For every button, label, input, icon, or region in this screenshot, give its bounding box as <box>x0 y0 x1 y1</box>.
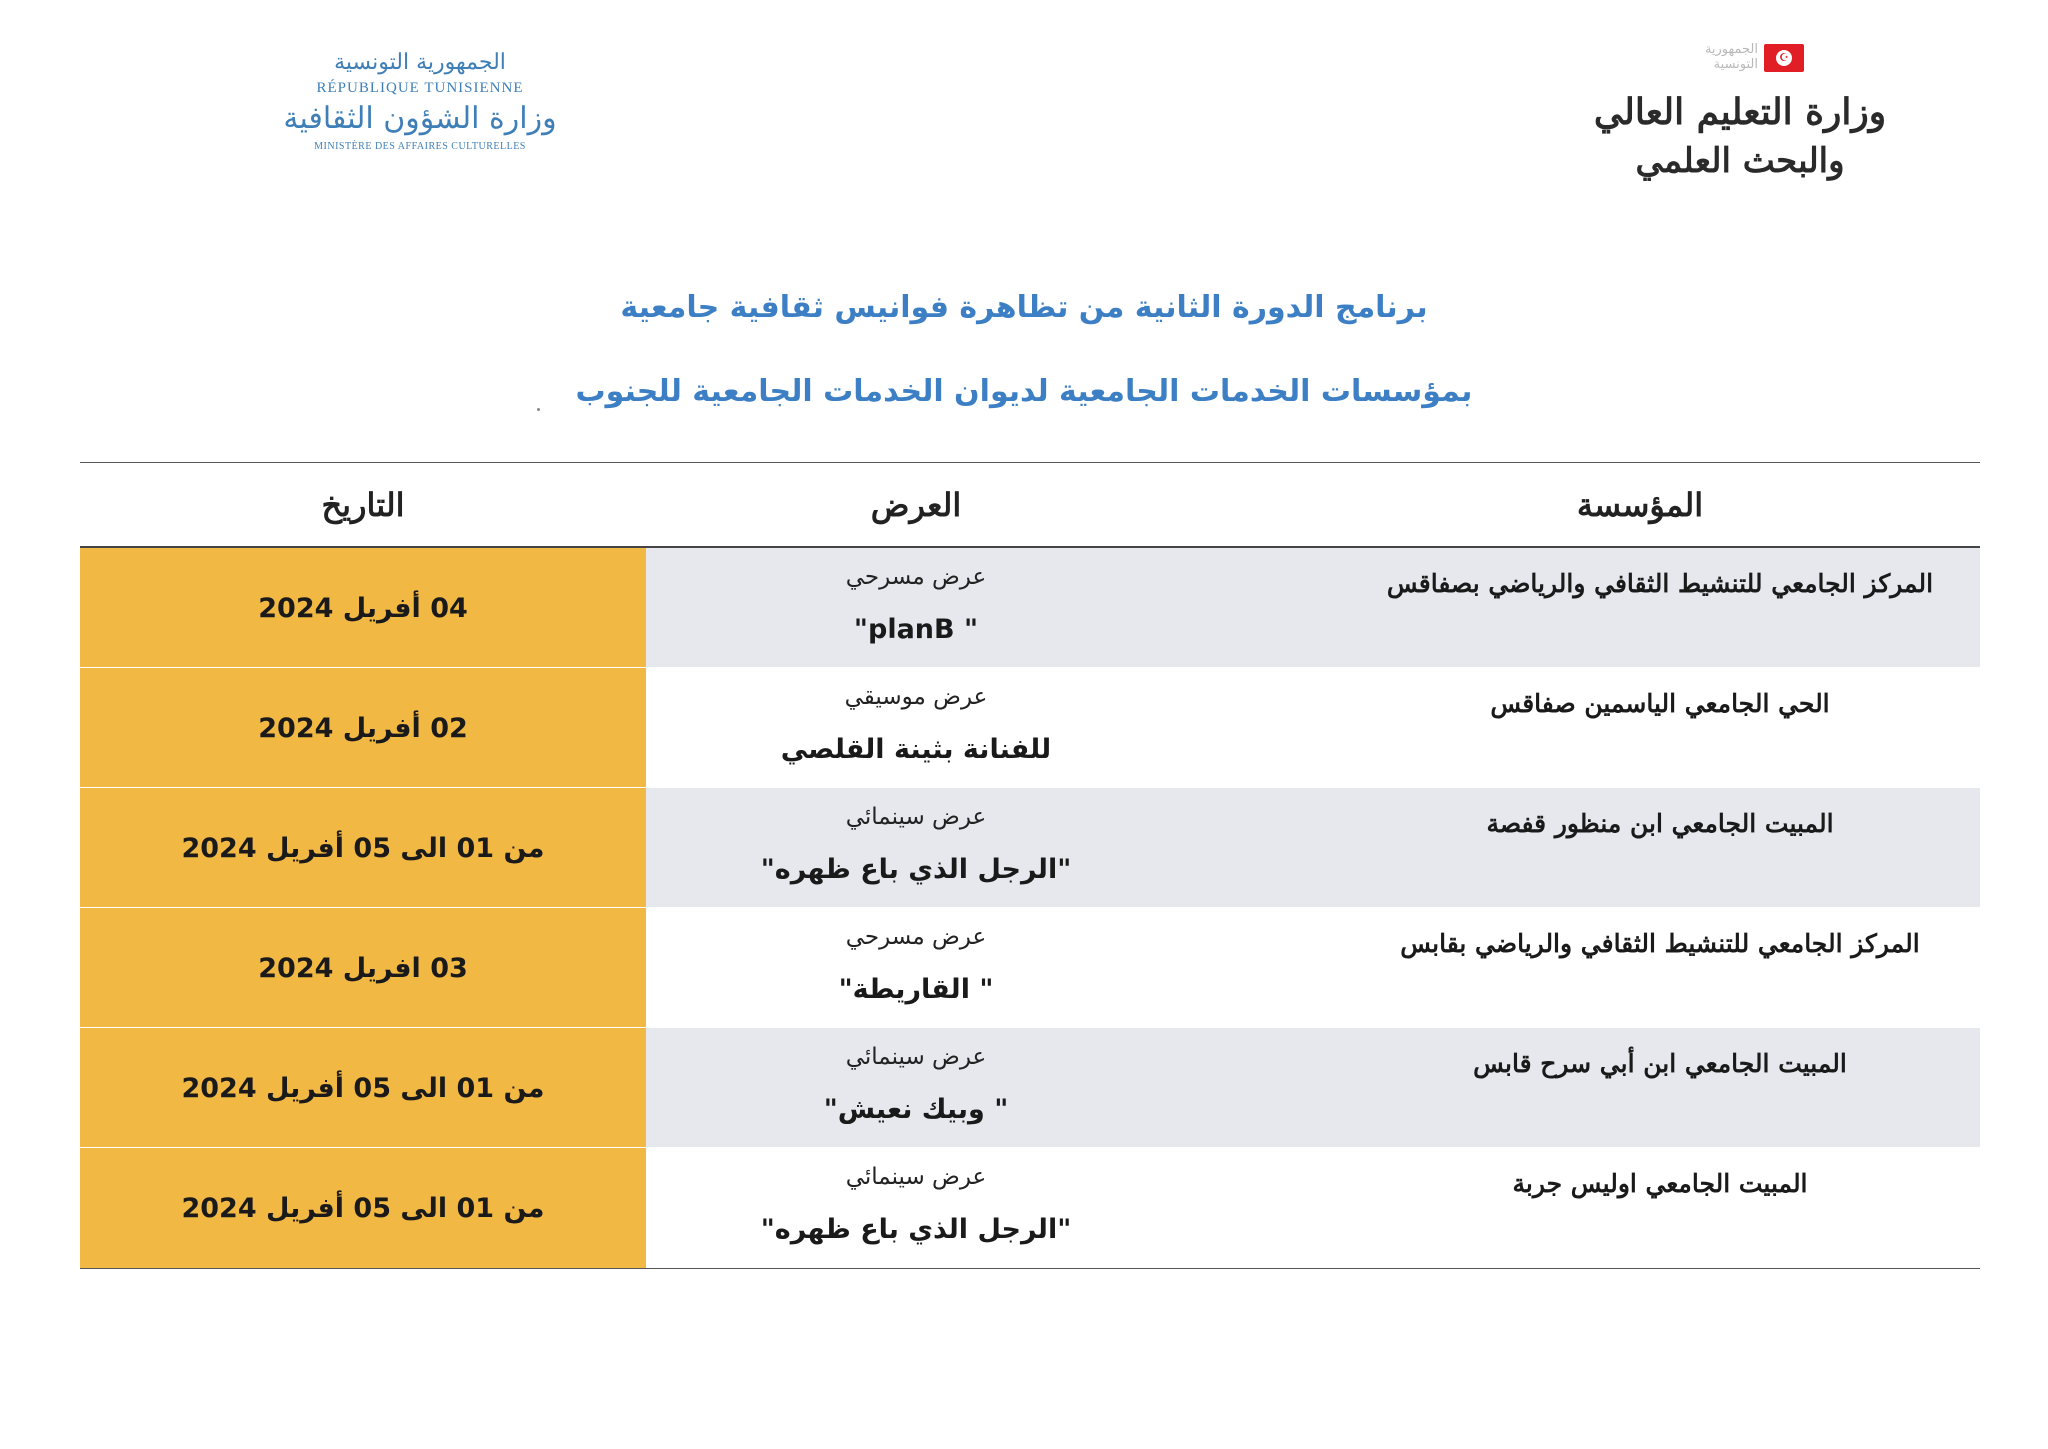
institution-cell: المبيت الجامعي ابن منظور قفصة <box>1486 809 1834 838</box>
higher-education-ministry-logo <box>1590 36 1890 196</box>
table-row <box>80 1028 1980 1148</box>
show-type: عرض سينمائي <box>845 804 987 830</box>
institution-cell: المركز الجامعي للتنشيط الثقافي والرياضي بقابس <box>1400 929 1920 958</box>
header-institution: المؤسسة <box>1576 486 1704 524</box>
culture-ministry-logo <box>280 48 560 154</box>
show-type: عرض سينمائي <box>845 1164 987 1190</box>
tunisia-flag-icon: ☪ <box>1764 44 1804 72</box>
page-title: برنامج الدورة الثانية من تظاهرة فوانيس ثقافية جامعية <box>620 290 1428 325</box>
date-cell: 04 أفريل 2024 <box>80 548 646 668</box>
republic-french: RÉPUBLIQUE TUNISIENNE <box>316 80 524 96</box>
institution-cell: المبيت الجامعي ابن أبي سرح قابس <box>1473 1049 1847 1078</box>
table-row <box>80 1148 1980 1268</box>
show-name: للفنانة بثينة القلصي <box>780 734 1052 765</box>
show-type: عرض مسرحي <box>845 924 987 950</box>
ministry-name-line-1: وزارة التعليم العالي <box>1593 91 1887 133</box>
scan-speck <box>537 408 540 411</box>
date-cell: 03 افريل 2024 <box>80 908 646 1028</box>
date-cell: من 01 الى 05 أفريل 2024 <box>80 1148 646 1268</box>
date-cell: 02 أفريل 2024 <box>80 668 646 788</box>
institution-cell: الحي الجامعي الياسمين صفاقس <box>1490 689 1830 718</box>
institution-cell: المبيت الجامعي اوليس جربة <box>1512 1169 1808 1198</box>
table-top-rule <box>80 462 1980 463</box>
show-type: عرض مسرحي <box>845 564 987 590</box>
republic-line-2: التونسية <box>1713 57 1758 72</box>
page-subtitle: بمؤسسات الخدمات الجامعية لديوان الخدمات الجامعية للجنوب <box>575 374 1473 409</box>
ministry-arabic: وزارة الشؤون الثقافية <box>283 101 557 136</box>
table-row <box>80 668 1980 788</box>
table-bottom-rule <box>80 1268 1980 1269</box>
show-name: " وبيك نعيش" <box>823 1094 1009 1125</box>
show-type: عرض موسيقي <box>844 684 988 710</box>
show-name: "الرجل الذي باع ظهره" <box>760 1214 1072 1245</box>
table-row <box>80 908 1980 1028</box>
date-cell: من 01 الى 05 أفريل 2024 <box>80 788 646 908</box>
header-show: العرض <box>870 486 962 524</box>
show-type: عرض سينمائي <box>845 1044 987 1070</box>
table-header <box>80 472 1980 552</box>
republic-line-1: الجمهورية <box>1704 42 1758 57</box>
ministry-name-line-2: والبحث العلمي <box>1635 141 1845 181</box>
ministry-french: MINISTÈRE DES AFFAIRES CULTURELLES <box>314 141 526 152</box>
date-cell: من 01 الى 05 أفريل 2024 <box>80 1028 646 1148</box>
table-row <box>80 548 1980 668</box>
table-row <box>80 788 1980 908</box>
republic-label <box>1654 42 1758 72</box>
show-name: " planB" <box>853 614 979 645</box>
show-name: " القاريطة" <box>838 974 994 1005</box>
header-date: التاريخ <box>321 486 405 524</box>
republic-arabic: الجمهورية التونسية <box>334 50 506 75</box>
institution-cell: المركز الجامعي للتنشيط الثقافي والرياضي بصفاقس <box>1386 569 1934 598</box>
show-name: "الرجل الذي باع ظهره" <box>760 854 1072 885</box>
